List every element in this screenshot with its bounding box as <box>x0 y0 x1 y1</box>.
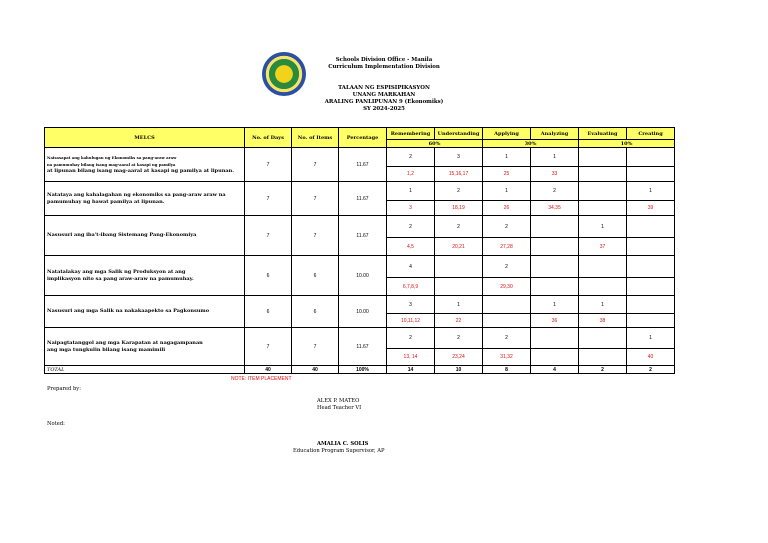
ana-items <box>531 349 579 366</box>
col-percentage: Percentage <box>339 128 387 148</box>
app-count: 2 <box>483 328 531 349</box>
eva-count: 1 <box>579 296 627 314</box>
ana-items: 33 <box>531 167 579 182</box>
app-items: 31,32 <box>483 349 531 366</box>
app-count: 2 <box>483 256 531 278</box>
total-ana: 4 <box>531 366 579 374</box>
days-cell: 7 <box>245 182 292 216</box>
cre-count <box>627 296 675 314</box>
ana-count: 2 <box>531 182 579 201</box>
noter-title: Education Program Supervisor, AP <box>293 448 385 454</box>
ana-count <box>531 216 579 238</box>
rem-count: 1 <box>387 182 435 201</box>
rem-count: 2 <box>387 148 435 167</box>
items-cell: 7 <box>292 328 339 366</box>
items-cell: 6 <box>292 256 339 296</box>
cre-items <box>627 278 675 296</box>
header-subject: ARALING PANLIPUNAN 9 (Ekonomiks) <box>324 99 444 105</box>
cre-items <box>627 167 675 182</box>
total-items: 40 <box>292 366 339 374</box>
eva-count <box>579 256 627 278</box>
header-division: Curriculum Implementation Division <box>328 64 440 70</box>
noter-name: AMALIA C. SOLIS <box>317 441 369 447</box>
eva-items <box>579 349 627 366</box>
melc-line: pamumuhay ng bawat pamilya at lipunan. <box>47 198 165 205</box>
table-row <box>45 148 675 167</box>
rem-count: 3 <box>387 296 435 314</box>
eva-count <box>579 182 627 201</box>
days-cell: 6 <box>245 256 292 296</box>
und-count <box>435 256 483 278</box>
total-und: 10 <box>435 366 483 374</box>
col-items: No. of Items <box>292 128 339 148</box>
percentage-cell: 11.67 <box>339 182 387 216</box>
melc-text <box>45 182 245 216</box>
ana-items: 34,35 <box>531 201 579 216</box>
table-row <box>45 216 675 238</box>
col-remembering: Remembering <box>387 128 435 140</box>
app-items: 29,30 <box>483 278 531 296</box>
melc-line: Nasusuri ang mga Salik na nakakaapekto sa Pagkonsumo <box>47 308 210 314</box>
rem-items: 3 <box>387 201 435 216</box>
eva-count <box>579 148 627 167</box>
melc-line: implikasyon nito sa pang araw-araw na pamumuhay. <box>47 275 194 282</box>
cre-items: 40 <box>627 349 675 366</box>
items-cell: 7 <box>292 182 339 216</box>
und-count: 2 <box>435 328 483 349</box>
rem-items: 10,11,12 <box>387 314 435 328</box>
rem-items: 13, 14 <box>387 349 435 366</box>
app-items: 26 <box>483 201 531 216</box>
cre-items <box>627 314 675 328</box>
header-title: TALAAN NG ESPISIPIKASYON <box>338 85 430 91</box>
table-row <box>45 328 675 349</box>
melc-text <box>45 148 245 182</box>
rem-count: 2 <box>387 216 435 238</box>
melc-text <box>45 296 245 328</box>
total-app: 8 <box>483 366 531 374</box>
pct-mots: 30% <box>483 140 579 148</box>
days-cell: 7 <box>245 216 292 256</box>
days-cell: 7 <box>245 148 292 182</box>
cre-items <box>627 238 675 256</box>
app-count: 1 <box>483 148 531 167</box>
ana-count: 1 <box>531 148 579 167</box>
items-cell: 7 <box>292 216 339 256</box>
melc-line: Nasusuri ang iba't-ibang Sistemang Pang-Ekonomiya <box>47 232 197 238</box>
ana-items <box>531 238 579 256</box>
total-row <box>45 366 675 374</box>
total-days: 40 <box>245 366 292 374</box>
melc-line: Natatalakay ang mga Salik ng Produksyon at ang <box>47 268 186 275</box>
percentage-cell: 11.67 <box>339 328 387 366</box>
app-count: 1 <box>483 182 531 201</box>
total-eva: 2 <box>579 366 627 374</box>
und-count: 3 <box>435 148 483 167</box>
items-cell: 7 <box>292 148 339 182</box>
total-rem: 14 <box>387 366 435 374</box>
days-cell: 7 <box>245 328 292 366</box>
percentage-cell: 10.00 <box>339 296 387 328</box>
melc-text <box>45 328 245 366</box>
col-applying: Applying <box>483 128 531 140</box>
rem-items: 6,7,8,9 <box>387 278 435 296</box>
app-items <box>483 314 531 328</box>
table-row <box>45 182 675 201</box>
col-melcs: MELCS <box>45 128 245 148</box>
cre-count <box>627 216 675 238</box>
header-sy: SY 2024-2025 <box>363 106 405 112</box>
ana-count <box>531 256 579 278</box>
ana-count: 1 <box>531 296 579 314</box>
eva-items: 38 <box>579 314 627 328</box>
melc-line: at lipunan bilang isang mag-aaral at kasapi ng pamilya at lipunan. <box>47 168 235 174</box>
pct-lots: 60% <box>387 140 483 148</box>
cre-count: 1 <box>627 182 675 201</box>
rem-count: 2 <box>387 328 435 349</box>
app-items: 27,28 <box>483 238 531 256</box>
und-count: 1 <box>435 296 483 314</box>
pct-hots: 10% <box>579 140 675 148</box>
total-pct: 100% <box>339 366 387 374</box>
col-evaluating: Evaluating <box>579 128 627 140</box>
eva-count: 1 <box>579 216 627 238</box>
total-label: TOTAL <box>45 366 245 374</box>
preparer-title: Head Teacher VI <box>317 405 362 411</box>
items-cell: 6 <box>292 296 339 328</box>
melc-text <box>45 256 245 296</box>
melc-line: Natataya ang kahalagahan ng ekonomiks sa pang-araw araw na <box>47 191 226 198</box>
und-items: 22 <box>435 314 483 328</box>
days-cell: 6 <box>245 296 292 328</box>
und-count: 2 <box>435 182 483 201</box>
app-count: 2 <box>483 216 531 238</box>
eva-items <box>579 278 627 296</box>
table-of-specifications <box>44 127 675 374</box>
percentage-cell: 11.67 <box>339 216 387 256</box>
percentage-cell: 11.67 <box>339 148 387 182</box>
und-items: 15,16,17 <box>435 167 483 182</box>
prepared-label: Prepared by: <box>47 386 81 392</box>
total-cre: 2 <box>627 366 675 374</box>
col-days: No. of Days <box>245 128 292 148</box>
col-understanding: Understanding <box>435 128 483 140</box>
percentage-cell: 10.00 <box>339 256 387 296</box>
ana-items: 36 <box>531 314 579 328</box>
eva-count <box>579 328 627 349</box>
note-item-placement: NOTE: ITEM PLACEMENT <box>231 376 292 382</box>
eva-items: 37 <box>579 238 627 256</box>
header-office: Schools Division Office - Manila <box>335 57 433 63</box>
rem-count: 4 <box>387 256 435 278</box>
col-analyzing: Analyzing <box>531 128 579 140</box>
col-creating: Creating <box>627 128 675 140</box>
rem-items: 4,5 <box>387 238 435 256</box>
ana-count <box>531 328 579 349</box>
cre-count <box>627 148 675 167</box>
cre-count: 1 <box>627 328 675 349</box>
rem-items: 1,2 <box>387 167 435 182</box>
app-count <box>483 296 531 314</box>
header-quarter: UNANG MARKAHAN <box>352 92 416 98</box>
und-count: 2 <box>435 216 483 238</box>
melc-line: na pamumuhay bilang isang mag-aaral at kasapi ng pamilya <box>47 162 176 167</box>
app-items: 25 <box>483 167 531 182</box>
preparer-name: ALEX P. MATEO <box>317 398 360 404</box>
table-row <box>45 256 675 278</box>
melc-text <box>45 216 245 256</box>
melc-line: Naisasapat ang kahulugan ng Ekonomiks sa pang-araw araw <box>47 155 177 160</box>
melc-line: ang mga tungkulin bilang isang mamimili <box>47 346 166 353</box>
eva-items <box>579 201 627 216</box>
melc-line: Naipagtatanggol ang mga Karapatan at nagagampanan <box>47 339 203 346</box>
cre-items: 39 <box>627 201 675 216</box>
cre-count <box>627 256 675 278</box>
und-items: 23,24 <box>435 349 483 366</box>
und-items: 20,21 <box>435 238 483 256</box>
und-items: 18,19 <box>435 201 483 216</box>
ana-items <box>531 278 579 296</box>
und-items <box>435 278 483 296</box>
noted-label: Noted: <box>47 421 65 427</box>
table-row <box>45 296 675 314</box>
eva-items <box>579 167 627 182</box>
